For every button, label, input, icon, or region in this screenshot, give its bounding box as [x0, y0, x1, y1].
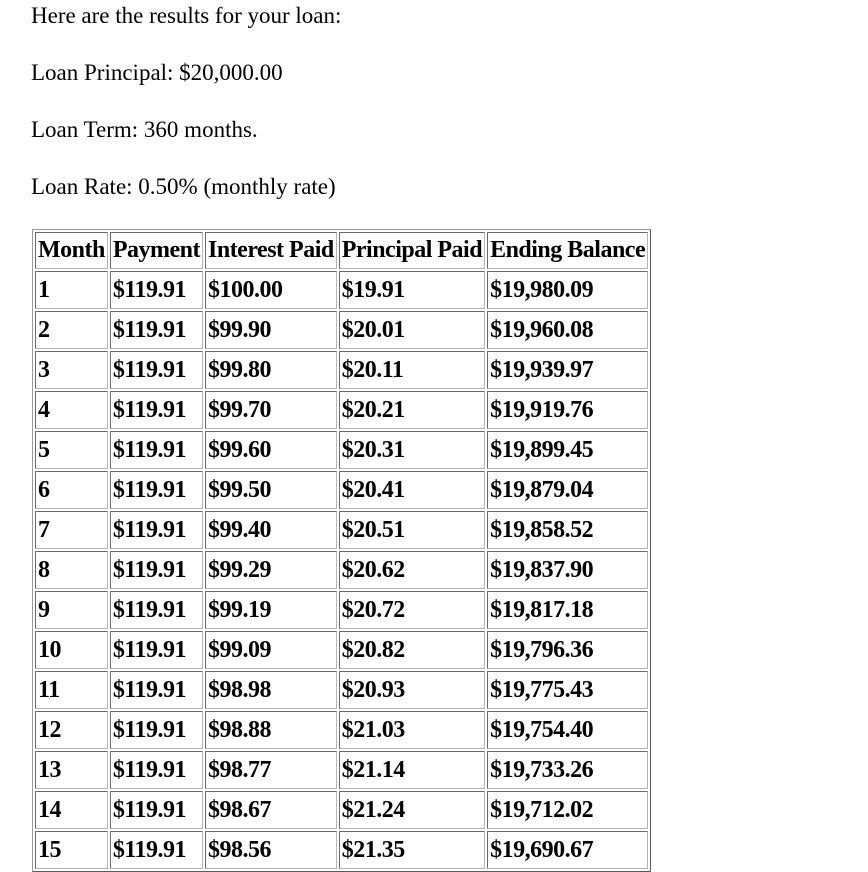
cell-month: 7 [35, 511, 108, 549]
cell-ending-balance: $19,712.02 [487, 791, 648, 829]
cell-ending-balance: $19,939.97 [487, 351, 648, 389]
cell-interest-paid: $98.88 [205, 711, 337, 749]
table-row [35, 511, 648, 549]
cell-ending-balance: $19,775.43 [487, 671, 648, 709]
cell-ending-balance: $19,858.52 [487, 511, 648, 549]
header-interest-paid: Interest Paid [205, 232, 337, 269]
cell-ending-balance: $19,919.76 [487, 391, 648, 429]
cell-payment: $119.91 [110, 631, 203, 669]
cell-principal-paid: $20.51 [339, 511, 485, 549]
table-row [35, 431, 648, 469]
cell-principal-paid: $20.62 [339, 551, 485, 589]
table-header-row [35, 232, 648, 269]
cell-payment: $119.91 [110, 831, 203, 869]
cell-principal-paid: $20.21 [339, 391, 485, 429]
cell-principal-paid: $21.24 [339, 791, 485, 829]
cell-month: 5 [35, 431, 108, 469]
table-body [35, 271, 648, 869]
table-row [35, 551, 648, 589]
cell-interest-paid: $99.90 [205, 311, 337, 349]
cell-ending-balance: $19,733.26 [487, 751, 648, 789]
table-row [35, 591, 648, 629]
cell-principal-paid: $20.11 [339, 351, 485, 389]
table-row [35, 391, 648, 429]
cell-principal-paid: $21.35 [339, 831, 485, 869]
header-month: Month [35, 232, 108, 269]
cell-month: 11 [35, 671, 108, 709]
table-row [35, 831, 648, 869]
cell-interest-paid: $98.67 [205, 791, 337, 829]
cell-principal-paid: $20.72 [339, 591, 485, 629]
cell-interest-paid: $98.77 [205, 751, 337, 789]
cell-payment: $119.91 [110, 271, 203, 309]
cell-payment: $119.91 [110, 591, 203, 629]
cell-principal-paid: $21.14 [339, 751, 485, 789]
cell-interest-paid: $99.19 [205, 591, 337, 629]
cell-ending-balance: $19,796.36 [487, 631, 648, 669]
cell-month: 14 [35, 791, 108, 829]
table-row [35, 631, 648, 669]
cell-ending-balance: $19,817.18 [487, 591, 648, 629]
loan-summary [31, 0, 341, 202]
cell-principal-paid: $20.93 [339, 671, 485, 709]
cell-month: 2 [35, 311, 108, 349]
cell-payment: $119.91 [110, 311, 203, 349]
cell-payment: $119.91 [110, 551, 203, 589]
cell-month: 13 [35, 751, 108, 789]
header-ending-balance: Ending Balance [487, 232, 648, 269]
table-row [35, 791, 648, 829]
cell-interest-paid: $99.09 [205, 631, 337, 669]
cell-interest-paid: $99.29 [205, 551, 337, 589]
cell-interest-paid: $98.98 [205, 671, 337, 709]
cell-payment: $119.91 [110, 791, 203, 829]
cell-payment: $119.91 [110, 431, 203, 469]
results-intro: Here are the results for your loan: [31, 3, 342, 28]
cell-interest-paid: $99.70 [205, 391, 337, 429]
cell-interest-paid: $99.60 [205, 431, 337, 469]
cell-ending-balance: $19,899.45 [487, 431, 648, 469]
cell-interest-paid: $99.80 [205, 351, 337, 389]
cell-principal-paid: $21.03 [339, 711, 485, 749]
cell-principal-paid: $19.91 [339, 271, 485, 309]
cell-payment: $119.91 [110, 471, 203, 509]
cell-payment: $119.91 [110, 351, 203, 389]
cell-interest-paid: $99.40 [205, 511, 337, 549]
table-row [35, 711, 648, 749]
cell-ending-balance: $19,690.67 [487, 831, 648, 869]
loan-principal: Loan Principal: $20,000.00 [31, 60, 283, 85]
cell-ending-balance: $19,960.08 [487, 311, 648, 349]
cell-interest-paid: $100.00 [205, 271, 337, 309]
table-row [35, 471, 648, 509]
cell-month: 12 [35, 711, 108, 749]
cell-payment: $119.91 [110, 511, 203, 549]
cell-month: 15 [35, 831, 108, 869]
cell-month: 10 [35, 631, 108, 669]
cell-principal-paid: $20.31 [339, 431, 485, 469]
cell-payment: $119.91 [110, 671, 203, 709]
cell-interest-paid: $99.50 [205, 471, 337, 509]
table-row [35, 271, 648, 309]
cell-ending-balance: $19,837.90 [487, 551, 648, 589]
cell-interest-paid: $98.56 [205, 831, 337, 869]
cell-month: 9 [35, 591, 108, 629]
table-row [35, 671, 648, 709]
cell-payment: $119.91 [110, 751, 203, 789]
table-row [35, 351, 648, 389]
cell-month: 8 [35, 551, 108, 589]
cell-month: 3 [35, 351, 108, 389]
table-row [35, 751, 648, 789]
header-principal-paid: Principal Paid [339, 232, 485, 269]
table-row [35, 311, 648, 349]
cell-payment: $119.91 [110, 391, 203, 429]
cell-ending-balance: $19,754.40 [487, 711, 648, 749]
cell-payment: $119.91 [110, 711, 203, 749]
loan-term: Loan Term: 360 months. [31, 117, 258, 142]
cell-principal-paid: $20.82 [339, 631, 485, 669]
cell-month: 1 [35, 271, 108, 309]
cell-ending-balance: $19,980.09 [487, 271, 648, 309]
cell-month: 6 [35, 471, 108, 509]
amortization-table [32, 229, 651, 872]
header-payment: Payment [110, 232, 203, 269]
loan-rate: Loan Rate: 0.50% (monthly rate) [31, 174, 336, 199]
cell-principal-paid: $20.01 [339, 311, 485, 349]
cell-principal-paid: $20.41 [339, 471, 485, 509]
cell-ending-balance: $19,879.04 [487, 471, 648, 509]
cell-month: 4 [35, 391, 108, 429]
